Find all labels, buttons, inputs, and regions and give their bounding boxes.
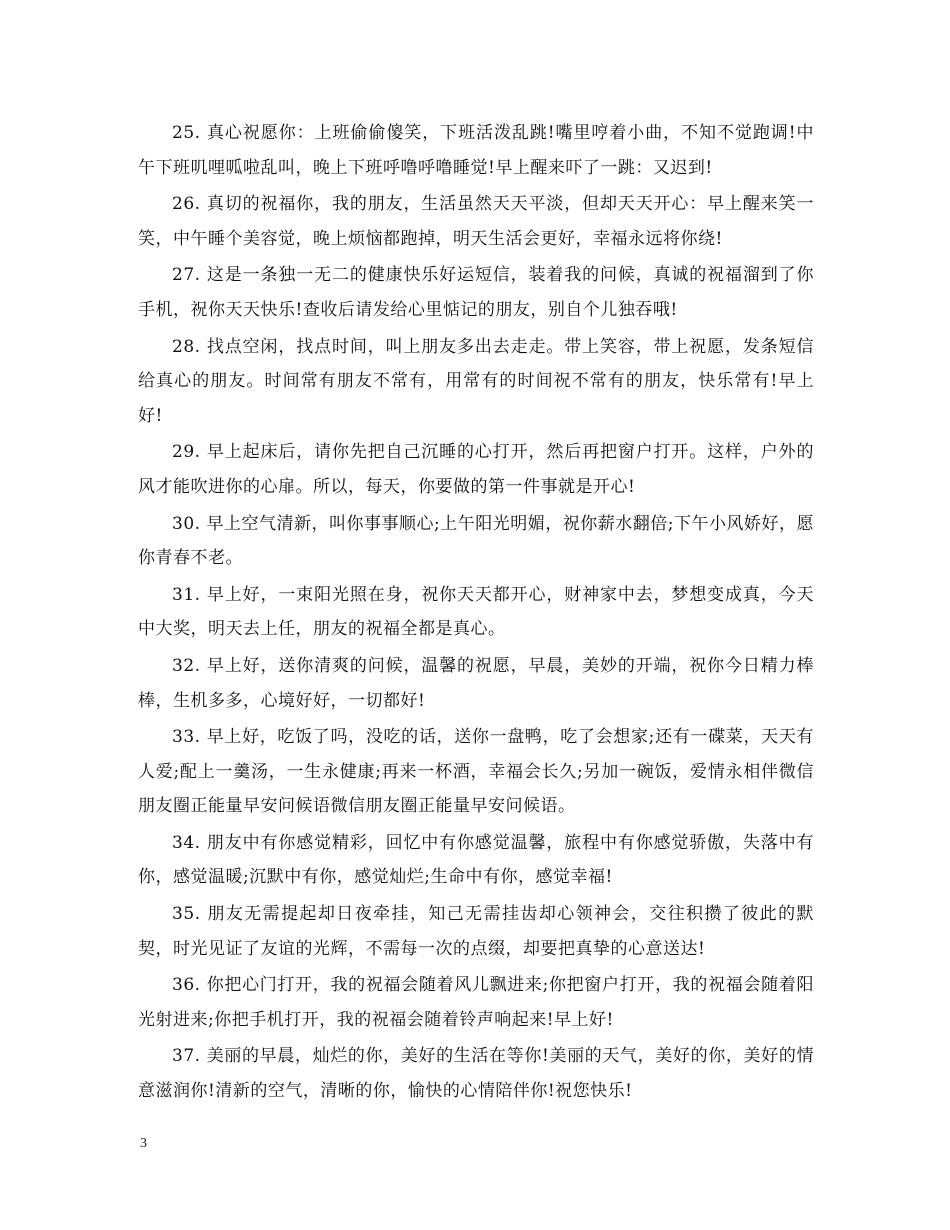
paragraph-34 bbox=[138, 826, 814, 895]
paragraph-32 bbox=[138, 649, 814, 718]
paragraph-number: 28. bbox=[172, 336, 201, 357]
paragraph-text: 美丽的早晨，灿烂的你，美好的生活在等你!美丽的天气，美好的你，美好的情意滋润你!清新的空气，清晰的你，愉快的心情陪伴你!祝您快乐! bbox=[138, 1046, 814, 1102]
paragraph-text: 找点空闲，找点时间，叫上朋友多出去走走。带上笑容，带上祝愿，发条短信给真心的朋友。时间常有朋友不常有，用常有的时间祝不常有的朋友，快乐常有!早上好! bbox=[138, 336, 814, 426]
paragraph-26 bbox=[138, 187, 814, 256]
paragraph-number: 36. bbox=[172, 975, 201, 996]
page-number: 3 bbox=[140, 1136, 147, 1151]
paragraph-text: 朋友中有你感觉精彩，回忆中有你感觉温馨，旅程中有你感觉骄傲，失落中有你，感觉温暖;沉默中有你，感觉灿烂;生命中有你，感觉幸福! bbox=[138, 832, 814, 888]
paragraph-33 bbox=[138, 720, 814, 824]
paragraph-29 bbox=[138, 435, 814, 504]
paragraph-35 bbox=[138, 897, 814, 966]
paragraph-27 bbox=[138, 258, 814, 327]
paragraph-28 bbox=[138, 330, 814, 434]
paragraph-25 bbox=[138, 116, 814, 185]
paragraph-number: 33. bbox=[172, 727, 201, 748]
paragraph-text: 朋友无需提起却日夜牵挂，知己无需挂齿却心领神会，交往积攒了彼此的默契，时光见证了友谊的光辉，不需每一次的点缀，却要把真挚的心意送达! bbox=[138, 904, 814, 959]
paragraph-text: 你把心门打开，我的祝福会随着风儿飘进来;你把窗户打开，我的祝福会随着阳光射进来;你把手机打开，我的祝福会随着铃声响起来!早上好! bbox=[138, 975, 814, 1030]
paragraph-text: 真切的祝福你，我的朋友，生活虽然天天平淡，但却天天开心：早上醒来笑一笑，中午睡个美容觉，晚上烦恼都跑掉，明天生活会更好，幸福永远将你绕! bbox=[138, 194, 814, 249]
document-body bbox=[138, 116, 814, 1111]
paragraph-text: 早上起床后，请你先把自己沉睡的心打开，然后再把窗户打开。这样，户外的风才能吹进你的心扉。所以，每天，你要做的第一件事就是开心! bbox=[138, 442, 814, 497]
paragraph-number: 27. bbox=[172, 265, 201, 286]
paragraph-number: 29. bbox=[172, 442, 201, 463]
paragraph-number: 26. bbox=[172, 194, 201, 215]
paragraph-30 bbox=[138, 507, 814, 576]
paragraph-text: 早上好，送你清爽的问候，温馨的祝愿，早晨，美妙的开端，祝你今日精力棒棒，生机多多，心境好好，一切都好! bbox=[138, 655, 814, 711]
paragraph-number: 32. bbox=[172, 655, 201, 676]
paragraph-31 bbox=[138, 578, 814, 647]
paragraph-number: 35. bbox=[172, 904, 201, 925]
paragraph-number: 30. bbox=[172, 513, 201, 534]
paragraph-number: 34. bbox=[172, 832, 201, 853]
paragraph-36 bbox=[138, 968, 814, 1037]
paragraph-text: 真心祝愿你：上班偷偷傻笑，下班活泼乱跳!嘴里哼着小曲，不知不觉跑调!中午下班叽哩呱啦乱叫，晚上下班呼噜呼噜睡觉!早上醒来吓了一跳：又迟到! bbox=[138, 123, 814, 178]
paragraph-number: 37. bbox=[172, 1046, 201, 1067]
paragraph-text: 早上好，吃饭了吗，没吃的话，送你一盘鸭，吃了会想家;还有一碟菜，天天有人爱;配上一羹汤，一生永健康;再来一杯酒，幸福会长久;另加一碗饭，爱情永相伴微信朋友圈正能量早安问候语微信朋友圈正能量早安问候语。 bbox=[138, 727, 814, 817]
paragraph-number: 31. bbox=[172, 584, 201, 605]
paragraph-text: 这是一条独一无二的健康快乐好运短信，装着我的问候，真诚的祝福溜到了你手机，祝你天天快乐!查收后请发给心里惦记的朋友，别自个儿独吞哦! bbox=[138, 265, 814, 320]
paragraph-text: 早上好，一束阳光照在身，祝你天天都开心，财神家中去，梦想变成真，今天中大奖，明天去上任，朋友的祝福全都是真心。 bbox=[138, 584, 814, 640]
paragraph-number: 25. bbox=[172, 123, 201, 143]
paragraph-text: 早上空气清新，叫你事事顺心;上午阳光明媚，祝你薪水翻倍;下午小风娇好，愿你青春不老。 bbox=[138, 513, 815, 569]
paragraph-37 bbox=[138, 1039, 814, 1108]
